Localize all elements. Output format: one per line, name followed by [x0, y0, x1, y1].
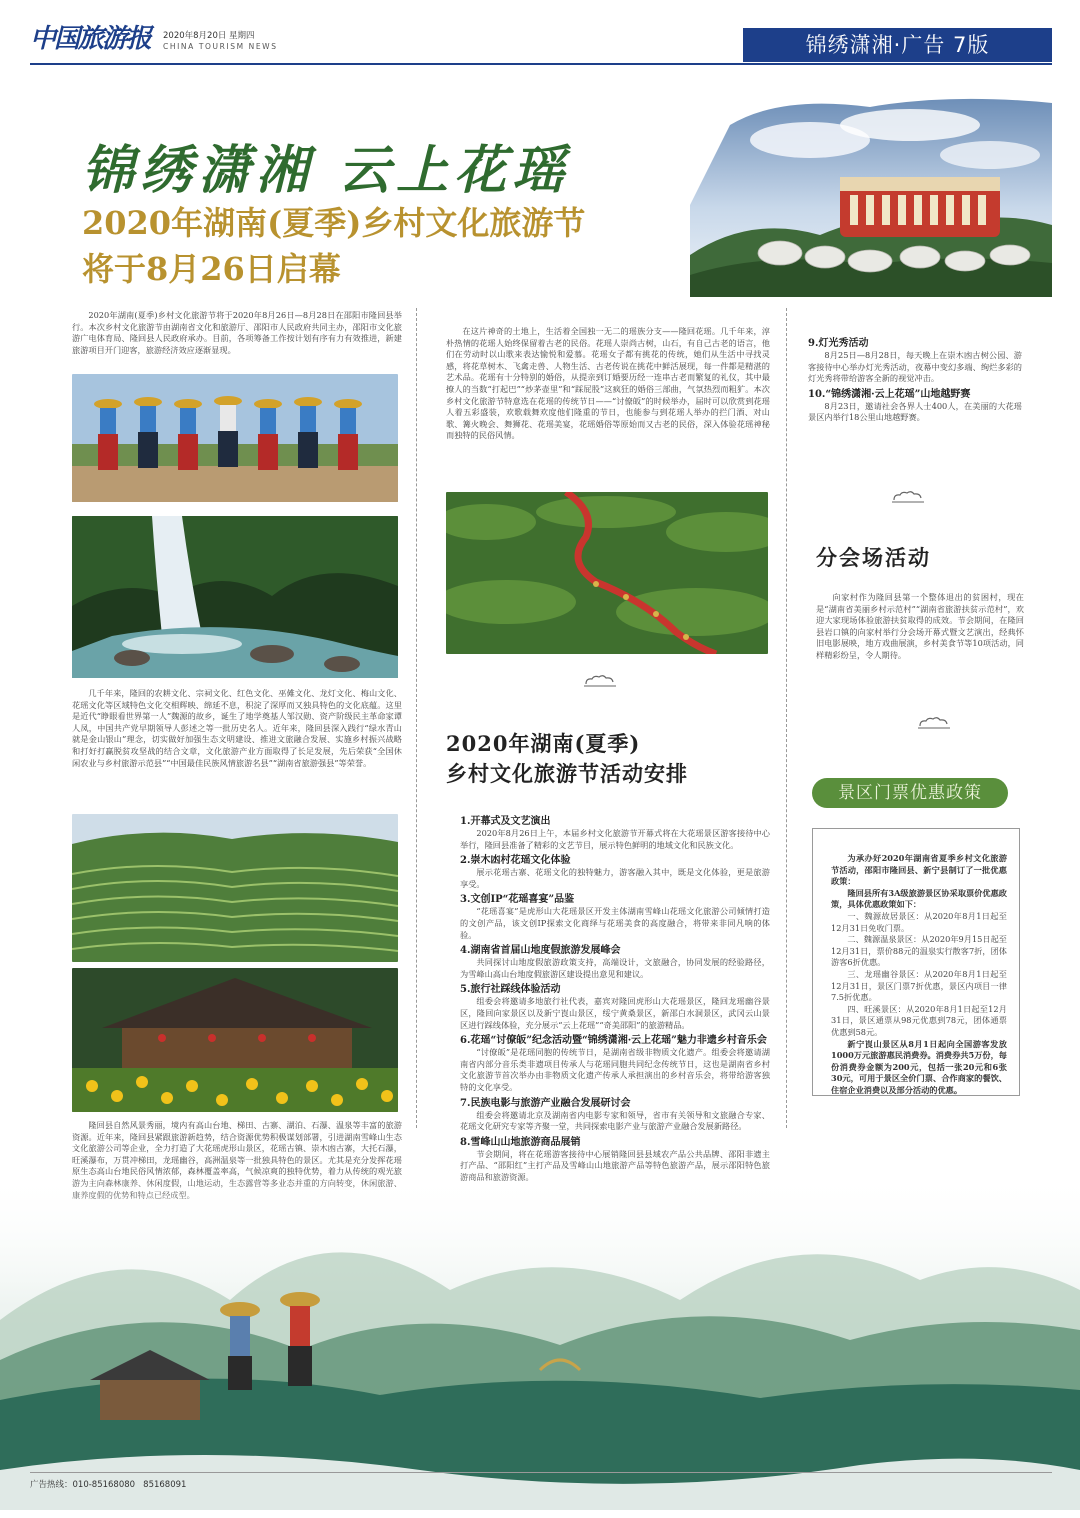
schedule-title-line1: 2020年湖南(夏季) [446, 731, 641, 756]
cloud-ornament-icon [890, 490, 926, 504]
section-label: 锦绣潇湘·广告 7版 [743, 28, 1052, 62]
header-bar [0, 0, 1080, 70]
header-rule [30, 63, 1052, 65]
list-item: 4.湖南省首届山地度假旅游发展峰会 共同探讨山地度假旅游政策支持，高端设计，文旅融合，协同发展的经验路径，为雪峰山高山台地度假旅游区建设提出意见和建议。 [460, 945, 770, 979]
list-item: 8.雪峰山山地旅游商品展销 节会期间，将在花瑶游客接待中心展销隆回县县域农产品公共品牌、邵阳非遗主打产品、“邵阳红”主打产品及雪峰山山地旅游产品等特色旅游产品，展示邵阳特色旅 [460, 1136, 770, 1171]
issue-date: 2020年8月20日 星期四 [163, 31, 255, 41]
column-divider [416, 308, 417, 1128]
photo-terraces [72, 814, 398, 962]
list-item: 6.花瑶“讨僚皈”纪念活动暨“锦绣潇湘·云上花瑶”魅力非遗乡村音乐会 “讨僚皈”是花瑶同胞的传统节日，是湖南省级非物质文化遗产。组委会将邀请湖南省内部分音乐类非遗项目传承人与花瑶同胞共同纪念传统节日，这也是湖南省乡村文化旅游节首次举办由非物质文化遗产传承人承担演出的乡村音乐会，将带给游客独特的文化享受。 [460, 1035, 770, 1092]
scenery-paragraph: 隆回县自然风景秀丽，境内有高山台地、梯田、古寨、湖泊、石瀑、温泉等丰富的旅游资源。近年来，隆回县紧跟旅游新趋势，结合资源优势积极谋划部署，引进湖南雪峰山生态文化旅游公司等企业，全力打造了大花瑶虎形山景区，花瑶古镇、崇木凼古寨，大托石瀑，旺溪瀑布，万贯冲梯田，龙瑶幽谷，高洲温泉等一批独具特色的景区。尤其是充分发挥花瑶 [72, 1120, 402, 1165]
list-item: 3.文创IP“花瑶喜宴”品鉴 “花瑶喜宴”是虎形山大花瑶景区开发主体湖南雪峰山花瑶文化旅游公司倾情打造的文创产品，该文创IP探索文化商绎与花瑶美食的高度融合，将带来非同凡响的体验。 [460, 894, 770, 940]
hero-title-line1: 2020年湖南(夏季)乡村文化旅游节 [82, 204, 586, 242]
huayao-paragraph: 在这片神奇的土地上，生活着全国独一无二的瑶族分支——隆回花瑶。几千年来，淳朴热情的花瑶人始终保留着古老的民俗。花瑶人崇尚古树，山石，有自己古老的语言，他们在劳动时以山歌来表达愉悦和爱慕。花瑶女子都有挑花的传统，她们从生活中寻找灵感，将花草树木、飞禽走兽、人物生活、古老传说在挑花中鲜活展现，每一件都是精湛的艺术品。花瑶有十分特别的婚俗，从提亲到订婚要历经一连串古老而繁复的礼仪，其中最撩人的当数“打起巴”“炒茅壶里”和“踩屁股”这疯狂的婚俗三部曲，气氛热烈而粗犷。本次乡村文化旅游节特意选在花瑶的传统节日——“讨僚皈”的时候举办，届时可以欣赏到花瑶人着五彩盛装，欢歌载舞欢度他们隆重的节日，也能参与到花瑶人举办的拦门酒、对山歌、篝火晚会、舞狮花、花瑶美宴，花瑶婚俗等原始而又古老的民俗，深入体验花瑶神秘而独特的民俗风情。 [446, 326, 770, 441]
intro-paragraph: 2020年湖南(夏季)乡村文化旅游节将于2020年8月26日—8月28日在邵阳市隆回县举行。本次乡村文化旅游节由湖南省文化和旅游厅、邵阳市人民政府共同主办，邵阳市文化旅游广电体育局、隆回县人民政府承办。目前，各项筹备工作按计划有序有力有效推进，新建旅游项目开门迎客，旅游经济效应逐渐显现。 [72, 310, 402, 355]
photo-village-flowers [72, 968, 398, 1112]
list-item: 10.“锦绣潇湘·云上花瑶”山地越野赛 8月23日，邀请社会各界人士400人，在美丽的大花瑶景区内举行18公里山地越野赛。 [808, 388, 1022, 423]
schedule-list [460, 812, 770, 1183]
list-item: 2.崇木凼村花瑶文化体验 展示花瑶古寨、花瑶文化的独特魅力，游客融入其中，既是文化体验，更是旅游享受。 [460, 855, 770, 889]
photo-huayao-women [72, 374, 398, 502]
photo-tea-path [446, 492, 768, 654]
list-item: 1.开幕式及文艺演出 2020年8月26日上午，本届乡村文化旅游节开幕式将在大花瑶景区游客接待中心举行，隆回县准备了精彩的文艺节目，展示特色鲜明的地域文化和民族文化。 [460, 816, 770, 850]
decorative-landscape-illustration [0, 1170, 1080, 1510]
hero-photo-resort [690, 85, 1052, 297]
hero-title-line2: 将于8月26日启幕 [82, 250, 341, 288]
schedule-list-continued [808, 334, 1022, 424]
photo-waterfall [72, 516, 398, 678]
schedule-title-line2: 乡村文化旅游节活动安排 [446, 761, 688, 786]
ticket-policy-box: 为承办好2020年湖南省夏季乡村文化旅游节活动，邵阳市隆回县、新宁县制订了一批优惠政策： 隆回县所有3A级旅游景区协采取票价优惠政策，具体优惠政策如下： 一、魏源故居景区：从2020年8月1日起至12月31日免收门票。 二、魏源温泉景区：从2020年9月15日起至12月31日，票价88元的温泉实行散客7折，团体游客6折优惠。 三、龙瑶幽谷景区：从2020年8月1日起至12月31日，景区门票7折优惠，景区内项目一律7.5折优惠。 四、旺溪景区：从2020年8月1日起至12月31日，景区通票从98元优惠到78元，团体通票优惠到58元。 新宁崀山景区从8月1日起向全国游客发放1000万元旅游惠民消费券。消费券共5万份，每份消费券金额为200元，包括一张20元和6张30元，可用于景区全价门票、合作商家的餐饮、住宿企业消费以及部分活动的优惠。 [812, 828, 1020, 1096]
hero-calligraphy-title: 锦绣潇湘 云上花瑶 [82, 140, 571, 201]
masthead: 中国旅游报 [30, 24, 151, 54]
branch-venue-paragraph: 向家村作为隆回县第一个整体退出的贫困村，现在是“湖南省美丽乡村示范村”“湖南省旅游扶贫示范村”，欢迎大家现场体验旅游扶贫取得的成效。节会期间，在隆回县岩口镇的向家村举行分会场开幕式暨文艺演出，经典怀旧电影展映，地方戏曲展演，乡村美食节等10项活动，同样精彩纷呈，令人期待。 [816, 592, 1024, 660]
column-divider [786, 308, 787, 1128]
ticket-policy-title: 景区门票优惠政策 [812, 778, 1008, 808]
list-item: 7.民族电影与旅游产业融合发展研讨会 组委会将邀请北京及湖南省内电影专家和领导，省市有关领导和文旅融合专家、花瑶文化研究专家等齐聚一堂，共同探索电影产业与旅游产业融合发展新路径。 [460, 1097, 770, 1132]
cloud-ornament-icon [582, 674, 618, 688]
history-paragraph: 几千年来，隆回的农耕文化、宗祠文化、红色文化、巫傩文化、龙灯文化、梅山文化、花瑶文化等区域特色文化交相辉映、绵延不息，积淀了深厚而又独具特色的文化底蕴。这里是近代“睁眼看世界第一人”魏源的故乡，诞生了地学奠基人邹汉勋、资产阶级民主革命家谭人凤，中国共产党早期领导人彭述之等一批历史名人。近年来，隆回县深入践行“绿水青山就是金山银山”理念，切实做好加强生态文明建设、推进文旅融合发展、实施乡村振兴战略和打好打赢脱贫攻坚战的结合文章，文化旅游产业方面取得了长足发展，先后荣获“全国休闲农业与乡村旅游示范县”“中国最佳民族风情旅游名县”“湖南省旅游强县”等荣誉。 [72, 688, 402, 768]
ad-hotline: 广告热线：010-85168080 85168091 [30, 1480, 187, 1490]
paper-english-name: CHINA TOURISM NEWS [163, 42, 278, 51]
footer-rule [30, 1472, 1052, 1473]
cloud-ornament-icon [916, 716, 952, 730]
list-item: 9.灯光秀活动 8月25日—8月28日，每天晚上在崇木凼古树公园、游客接待中心举办灯光秀活动，夜幕中变幻多端、绚烂多彩的灯光秀将带给游客全新的视觉冲击。 [808, 338, 1022, 384]
branch-venue-title: 分会场活动 [816, 545, 931, 570]
list-item: 5.旅行社踩线体验活动 组委会将邀请多地旅行社代表，嘉宾对隆回虎形山大花瑶景区，隆回龙瑶幽谷景区，隆回向家景区以及新宁崀山景区，绥宁黄桑景区，新邵白水洞景区，武冈云山景区进行踩线体验，充分展示“云上花瑶”“奇美邵阳”的旅游精品。 [460, 984, 770, 1030]
